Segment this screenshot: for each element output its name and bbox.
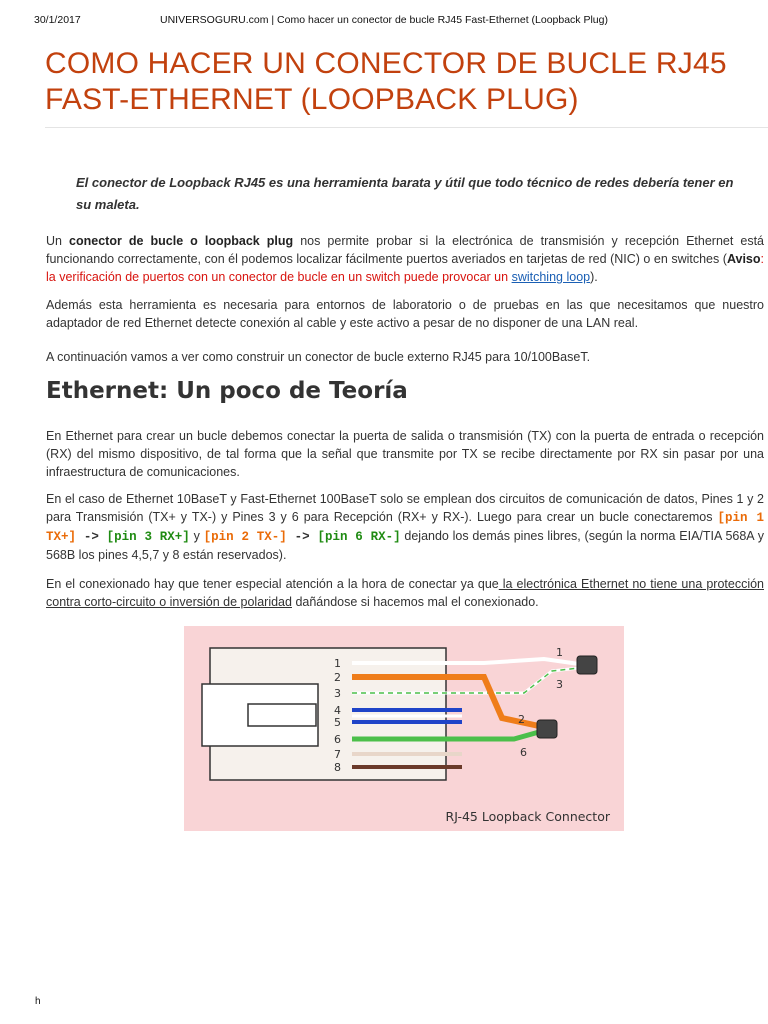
article-title — [45, 46, 745, 118]
page-mark: h — [35, 996, 41, 1007]
lead-paragraph: El conector de Loopback RJ45 es una herramienta barata y útil que todo técnico de redes debería tener en su maleta. — [76, 175, 734, 212]
pin-1-tx-plus-code: [pin 1 TX+] — [46, 511, 764, 544]
arrow-1: -> — [76, 530, 107, 544]
pin-label-4: 4 — [334, 704, 341, 717]
print-date: 30/1/2017 — [34, 14, 81, 26]
section-title-theory: Ethernet: Un poco de Teoría — [46, 378, 408, 404]
title-divider — [45, 127, 768, 128]
p1-text-2: nos permite probar si la electrónica de transmisión y recepción Ethernet está funcionando correctamente, con él podemos localizar fácilmente puertos averiados en tarjetas de red (NIC) o en switches ( — [46, 234, 765, 266]
paragraph-theory: En Ethernet para crear un bucle debemos conectar la puerta de salida o transmisión (TX) con la puerta de entrada o recepción (RX) del mismo dispositivo, de tal forma que la señal que transmite por TX se recibe directamente por RX sin pasar por una infraestructura de comunicaciones. — [46, 429, 764, 479]
paragraph-intro — [46, 232, 764, 286]
pin-label-6: 6 — [334, 733, 341, 746]
pin-label-2: 2 — [334, 671, 341, 684]
pin-6-rx-minus-code: [pin 6 RX-] — [317, 530, 401, 544]
rj45-loopback-diagram — [184, 626, 624, 831]
loop-end-1 — [577, 656, 597, 674]
loop-end-2 — [537, 720, 557, 738]
pin-2-tx-minus-code: [pin 2 TX-] — [203, 530, 287, 544]
p5-and: y — [189, 529, 204, 543]
pin-label-1: 1 — [334, 657, 341, 670]
paragraph-warning — [46, 575, 764, 611]
article-title-line-2: FAST-ETHERNET (LOOPBACK PLUG) — [45, 83, 579, 116]
pin-label-7: 7 — [334, 748, 341, 761]
pin-label-3: 3 — [334, 687, 341, 700]
rj45-diagram-svg — [184, 626, 624, 831]
pin-3-rx-plus-code: [pin 3 RX+] — [106, 530, 190, 544]
p6-underlined-text: la electrónica Ethernet no tiene una protección contra corto-circuito o inversión de polaridad — [46, 577, 764, 609]
paragraph-lab: Además esta herramienta es necesaria para entornos de laboratorio o de pruebas en las que necesitamos que nuestro adaptador de red Ethernet detecte conexión al cable y este activo a pesar de no disponer de una LAN real. — [46, 298, 764, 330]
paragraph-continuation: A continuación vamos a ver como construir un conector de bucle externo RJ45 para 10/100BaseT. — [46, 350, 591, 364]
print-page-title: UNIVERSOGURU.com | Como hacer un conector de bucle RJ45 Fast-Ethernet (Loopback Plug) — [159, 14, 608, 26]
pin-label-5: 5 — [334, 716, 341, 729]
article-title-line-1: COMO HACER UN CONECTOR DE BUCLE RJ45 — [45, 47, 727, 80]
p6-text-2: dañándose si hacemos mal el conexionado. — [291, 595, 539, 609]
p6-text-1: En el conexionado hay que tener especial atención a la hora de conectar ya que — [46, 577, 499, 591]
p1-text-3: ). — [590, 270, 598, 284]
p5-text-2: dejando los demás pines libres, (según la norma EIA/TIA 568A y 568B los pines 4,5,7 y 8 están reservados). — [46, 529, 764, 562]
pin-label-8: 8 — [334, 761, 341, 774]
warning-label: Aviso — [726, 252, 761, 266]
end-label-2: 2 — [518, 713, 525, 726]
paragraph-pins — [46, 490, 764, 564]
p5-text-1: En el caso de Ethernet 10BaseT y Fast-Ethernet 100BaseT solo se emplean dos circuitos de comunicación de datos, Pines 1 y 2 para Transmisión (TX+ y TX-) y Pines 3 y 6 para Recepción (RX+ y RX-). Luego para crear un bucle conectaremos — [46, 492, 764, 524]
switching-loop-link[interactable]: switching loop — [511, 270, 591, 284]
arrow-2: -> — [286, 530, 318, 544]
end-label-1: 1 — [556, 646, 563, 659]
end-label-6: 6 — [520, 746, 527, 759]
p1-bold-term: conector de bucle o loopback plug — [69, 234, 294, 248]
print-header — [0, 14, 768, 30]
warning-text: : la verificación de puertos con un conector de bucle en un switch puede provocar un — [46, 252, 764, 284]
figure-caption: RJ-45 Loopback Connector — [445, 809, 610, 824]
connector-latch-slot — [248, 704, 316, 726]
p1-text-1: Un — [46, 234, 70, 248]
end-label-3: 3 — [556, 678, 563, 691]
